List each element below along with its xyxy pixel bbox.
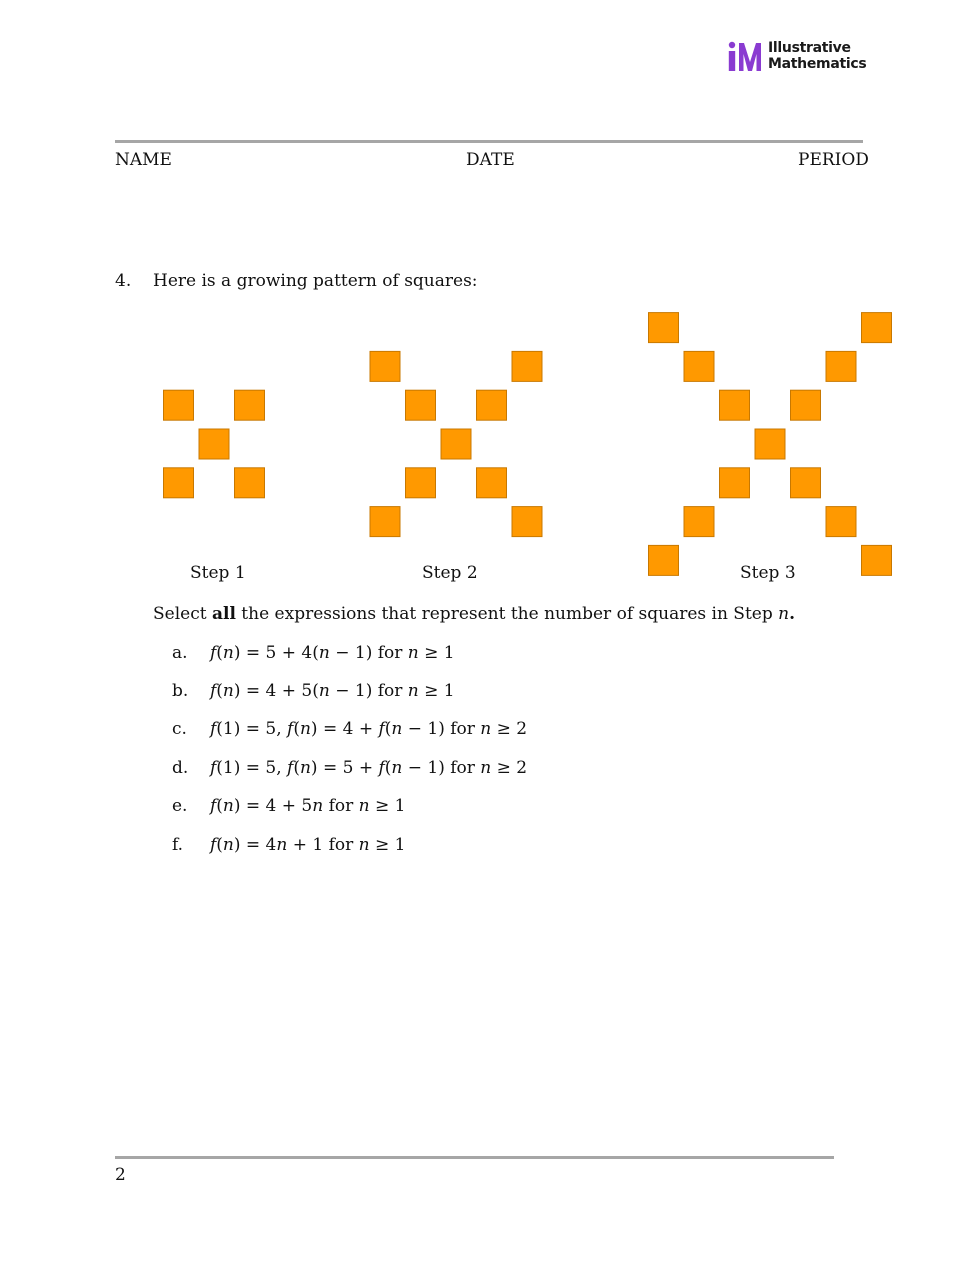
step-1-square [235, 390, 265, 420]
choice-label: f. [172, 835, 184, 855]
step-3-square [862, 545, 892, 575]
step-3-square [684, 507, 714, 537]
prompt-start: Select [153, 604, 212, 624]
choice-label: c. [172, 719, 187, 739]
step-1-square [164, 468, 194, 498]
question-prompt [153, 604, 795, 624]
choice-label: b. [172, 681, 189, 701]
question-number: 4. [115, 271, 132, 291]
step-2-square [406, 468, 436, 498]
step-2-square [406, 390, 436, 420]
step-2-square [370, 351, 400, 381]
choice-label: a. [172, 643, 188, 663]
choice-expression: 𝑓(𝑛) = 5 + 4(𝑛 − 1) for 𝑛 ≥ 1 [210, 643, 455, 663]
step-3-square [649, 313, 679, 343]
step-3-square [684, 351, 714, 381]
step-2-square [512, 351, 542, 381]
step-3-square [791, 390, 821, 420]
step-2-square [370, 507, 400, 537]
logo-line-1: Illustrative [768, 40, 851, 56]
choice-expression: 𝑓(𝑛) = 4 + 5𝑛 for 𝑛 ≥ 1 [210, 796, 406, 816]
prompt-middle: the expressions that represent the number of squares in Step [235, 604, 779, 624]
step-2-square [477, 468, 507, 498]
choice-expression: 𝑓(𝑛) = 4𝑛 + 1 for 𝑛 ≥ 1 [210, 835, 406, 855]
step-3-square [720, 390, 750, 420]
step-3-square [826, 351, 856, 381]
choice-expression: 𝑓(𝑛) = 4 + 5(𝑛 − 1) for 𝑛 ≥ 1 [210, 681, 455, 701]
choice-expression: 𝑓(1) = 5, 𝑓(𝑛) = 4 + 𝑓(𝑛 − 1) for 𝑛 ≥ 2 [210, 719, 528, 739]
step-1-square [164, 390, 194, 420]
footer-rule [115, 1156, 834, 1159]
step-3-square [826, 507, 856, 537]
step-1-square [199, 429, 229, 459]
step-3-label: Step 3 [740, 563, 796, 583]
step-3-square [755, 429, 785, 459]
page-number: 2 [115, 1165, 126, 1185]
step-3-square [791, 468, 821, 498]
logo-line-2: Mathematics [768, 56, 867, 72]
step-2-square [477, 390, 507, 420]
choice-label: d. [172, 758, 189, 778]
step-2-square [441, 429, 471, 459]
name-label: NAME [115, 150, 172, 170]
date-label: DATE [466, 150, 515, 170]
step-3-square [862, 313, 892, 343]
step-1-square [235, 468, 265, 498]
step-1-label: Step 1 [190, 563, 246, 583]
step-3-square [649, 545, 679, 575]
choice-label: e. [172, 796, 188, 816]
step-3-square [720, 468, 750, 498]
square-pattern-figure [0, 0, 979, 600]
step-2-label: Step 2 [422, 563, 478, 583]
prompt-end: . [789, 604, 796, 624]
choice-expression: 𝑓(1) = 5, 𝑓(𝑛) = 5 + 𝑓(𝑛 − 1) for 𝑛 ≥ 2 [210, 758, 528, 778]
prompt-emphasis: all [211, 604, 236, 624]
question-text: Here is a growing pattern of squares: [153, 271, 478, 291]
step-2-square [512, 507, 542, 537]
prompt-variable: n [778, 604, 790, 624]
period-label: PERIOD [798, 150, 869, 170]
